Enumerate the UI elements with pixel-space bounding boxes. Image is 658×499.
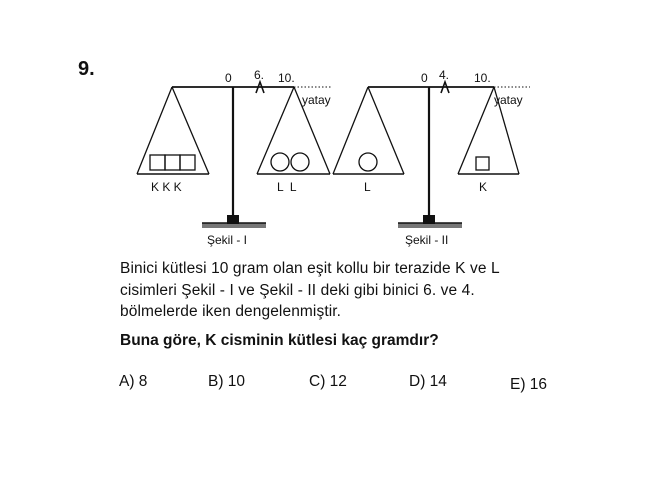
option-e[interactable]: E) 16: [510, 376, 548, 393]
right-pan-label-2: K: [479, 180, 488, 194]
horizontal-label-2: yatay: [494, 93, 523, 107]
horizontal-label-1: yatay: [302, 93, 331, 107]
question-prompt: Buna göre, K cisminin kütlesi kaç gramdır?: [120, 332, 439, 349]
option-c[interactable]: C) 12: [309, 373, 347, 390]
option-b[interactable]: B) 10: [208, 373, 246, 390]
object-k: [476, 157, 489, 170]
scale-start-label-1: 0: [225, 71, 232, 85]
balance-base-2: [398, 215, 462, 228]
object-k: [150, 155, 165, 170]
question-number: 9.: [78, 58, 95, 80]
left-pan-2: [333, 87, 404, 174]
right-pan-labels-1: L L: [277, 180, 297, 194]
object-k: [165, 155, 180, 170]
rider-mark-label-1: 6.: [254, 68, 265, 82]
option-a[interactable]: A) 8: [119, 373, 148, 390]
object-l: [359, 153, 377, 171]
scale-end-label-1: 10.: [278, 71, 295, 85]
object-l: [271, 153, 289, 171]
option-d[interactable]: D) 14: [409, 373, 447, 390]
left-pan-label-2: L: [364, 180, 371, 194]
figure1-labels: [151, 68, 331, 247]
scale-start-label-2: 0: [421, 71, 428, 85]
rider-mark-label-2: 4.: [439, 68, 450, 82]
question-text-line: bölmelerde iken dengelenmiştir.: [120, 303, 342, 320]
caption-2: Şekil - II: [405, 233, 449, 247]
question-text-line: Binici kütlesi 10 gram olan eşit kollu bir terazide K ve L: [120, 260, 500, 277]
figure2-labels: [364, 68, 523, 247]
scale-end-label-2: 10.: [474, 71, 491, 85]
question-text-line: cisimleri Şekil - I ve Şekil - II deki gibi binici 6. ve 4.: [120, 282, 475, 299]
left-pan-1: [137, 87, 209, 174]
balance-base-1: [202, 215, 266, 228]
object-l: [291, 153, 309, 171]
caption-1: Şekil - I: [207, 233, 248, 247]
object-k: [180, 155, 195, 170]
left-pan-labels-1: K K K: [151, 180, 182, 194]
